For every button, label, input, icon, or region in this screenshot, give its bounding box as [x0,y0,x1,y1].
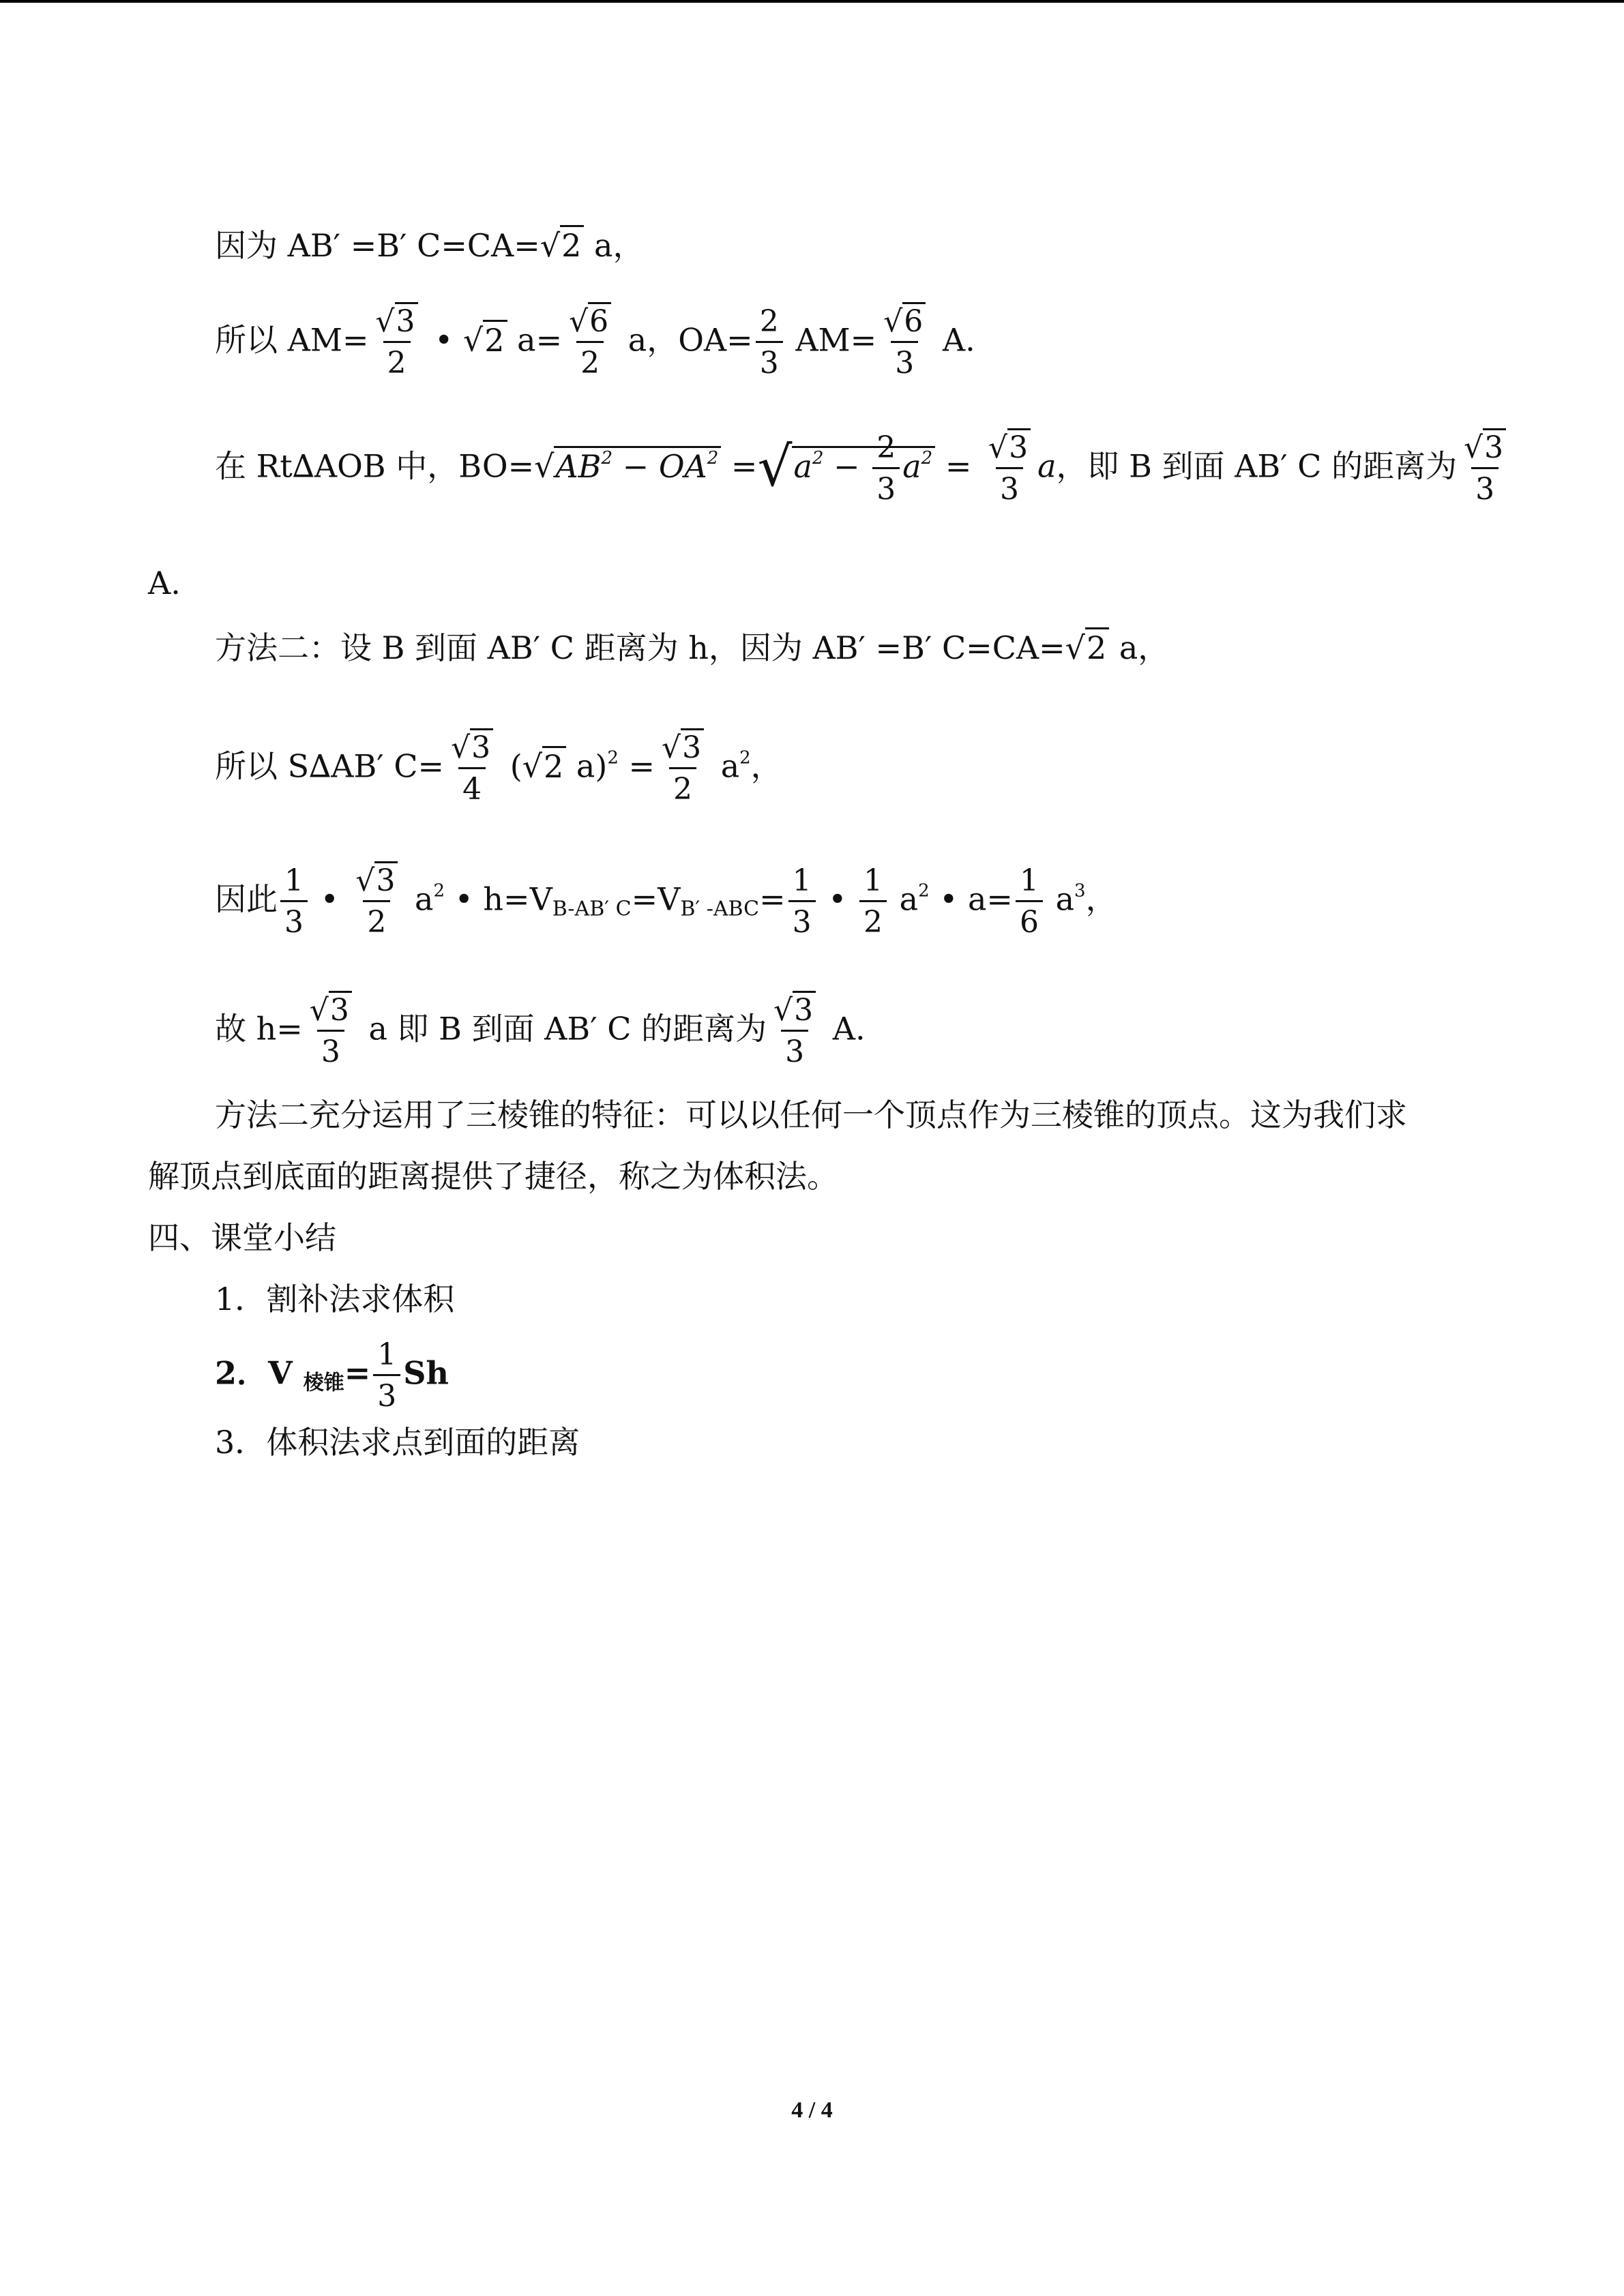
text: a， [584,227,645,264]
text: • [818,880,857,918]
numerator: 3 [793,991,816,1028]
radicand: 2 [1085,627,1109,666]
numerator: 3 [1007,428,1031,465]
text: 方法二：设 B 到面 AB′ C 距离为 h，因为 AB′ =B′ C=CA= [215,629,1065,666]
text: a= [507,321,563,359]
text: 3．体积法求点到面的距离 [215,1424,580,1461]
text: a [711,747,740,785]
fraction: $\frac{√3}{2}$ [351,866,402,938]
denominator: 3 [781,1030,808,1067]
numerator: 3 [1483,428,1506,465]
text: 因为 AB′ =B′ C=CA= [215,227,540,264]
subscript: B′ -ABC [680,897,760,921]
method-two-line [215,627,1169,668]
exponent: 2 [607,747,619,769]
volume-line [215,863,1117,940]
fraction: $\frac{√3}{3}$ [306,996,356,1067]
denominator: 6 [1016,900,1043,938]
text: 因此 [215,880,278,918]
denominator: 3 [891,341,918,378]
text: = [935,447,982,485]
text: a [1045,880,1075,918]
denominator: 2 [859,900,887,938]
text: a， [1109,629,1170,666]
numerator: 3 [395,302,418,339]
fraction [373,1337,400,1414]
conclusion-line [215,993,866,1069]
numerator: 1 [284,863,304,898]
text: a [1037,447,1057,485]
subscript: B-AB′ C [552,897,632,921]
subscript: 棱锥 [303,1371,344,1395]
denominator: 3 [280,900,308,938]
sqrt-expression: √2 [1065,627,1110,666]
denominator: 2 [363,900,390,938]
text: = [618,747,655,785]
numerator: 6 [588,302,611,339]
radicand: 2 [560,225,584,264]
text: = [344,1354,371,1392]
numerator: 3 [470,728,493,765]
denominator: 3 [996,467,1023,505]
numerator: 3 [374,861,398,898]
denominator: 3 [373,1374,400,1412]
page-number: 4 / 4 [791,2098,833,2123]
text: 故 h= [215,1010,303,1047]
summary-item-1 [215,1279,454,1320]
text: = [721,447,758,485]
text: A. [823,1010,866,1047]
text: = [759,880,786,918]
denominator: 2 [383,341,411,378]
proof-line-4 [148,563,181,603]
fraction: $\frac{√3}{3}$ [984,433,1035,505]
paragraph-line-2 [148,1156,838,1197]
numerator: 1 [377,1337,397,1372]
fraction: $\frac{√6}{3}$ [879,307,930,378]
text: a [889,880,919,918]
text: 在 Rt∆AOB 中，BO= [215,447,535,485]
fraction: $\frac{√6}{2}$ [565,307,615,378]
sqrt-expression: √2 [463,320,507,359]
fraction [1016,863,1043,940]
denominator: 2 [576,341,604,378]
text: ， [750,747,782,785]
summary-item-3 [215,1422,580,1463]
proof-line-3 [215,430,1513,507]
numerator: 1 [792,863,812,898]
text: • [424,321,463,359]
fraction [756,304,783,381]
numerator: 1 [863,863,883,898]
text: AM= [785,321,877,359]
text: ，即 B 到面 AB′ C 的距离为 [1056,447,1458,485]
text: a) [566,747,608,785]
exponent: 2 [739,747,751,769]
text: • [310,880,349,918]
numerator: 3 [329,991,352,1028]
fraction: $\frac{√3}{4}$ [447,733,497,805]
paragraph-line-1 [215,1094,1407,1135]
sqrt-expression-large: $√a^2$ − $\frac{2}{3}$ $a^2$ [757,448,935,485]
text: 解顶点到底面的距离提供了捷径，称之为体积法。 [148,1158,838,1195]
fraction [280,863,308,940]
radicand: 2 [483,320,507,359]
text: • h=V [445,880,552,918]
text: ( [500,747,522,785]
numerator: 3 [681,728,704,765]
denominator: 3 [756,341,783,378]
denominator: 3 [317,1030,344,1067]
fraction: $\frac{√3}{2}$ [372,307,422,378]
text: 四、课堂小结 [148,1219,336,1256]
text: 方法二充分运用了三棱锥的特征：可以以任何一个顶点作为三棱锥的顶点。这为我们求 [215,1097,1407,1133]
sqrt-expression: $√AB^2 - OA^2$ [534,446,721,485]
exponent: 3 [1074,880,1086,901]
sqrt-expression: √2 [522,746,567,785]
area-line [215,730,782,807]
text: =V [631,880,681,918]
text: A. [932,321,975,359]
text: 1．割补法求体积 [215,1281,455,1317]
fraction [859,863,887,940]
text: a 即 B 到面 AB′ C 的距离为 [358,1010,767,1047]
summary-item-2 [215,1337,449,1414]
numerator: 1 [1019,863,1039,898]
fraction: $\frac{√3}{2}$ [658,733,708,805]
numerator: 2 [759,304,779,339]
exponent: 2 [918,880,930,901]
denominator: 3 [788,900,816,938]
denominator: 3 [1471,467,1498,505]
text: 2．V [215,1354,304,1392]
proof-line-2 [215,304,975,381]
text: a [404,880,434,918]
text: A. [148,565,181,601]
sqrt-expression: √2 [540,225,585,264]
denominator: 4 [458,767,486,805]
text: Sh [403,1354,449,1392]
text: • a= [929,880,1013,918]
numerator: 6 [902,302,926,339]
proof-line-1 [215,225,644,266]
fraction: $\frac{√3}{3}$ [1460,433,1510,505]
text: ， [1085,880,1117,918]
exponent: 2 [433,880,445,901]
radicand: 2 [542,746,566,785]
text: a，OA= [618,321,753,359]
section-heading [148,1217,336,1258]
text: 所以 S∆AB′ C= [215,747,445,785]
fraction [788,863,816,940]
text: 所以 AM= [215,321,369,359]
denominator: 2 [669,767,696,805]
fraction: $\frac{√3}{3}$ [769,996,820,1067]
